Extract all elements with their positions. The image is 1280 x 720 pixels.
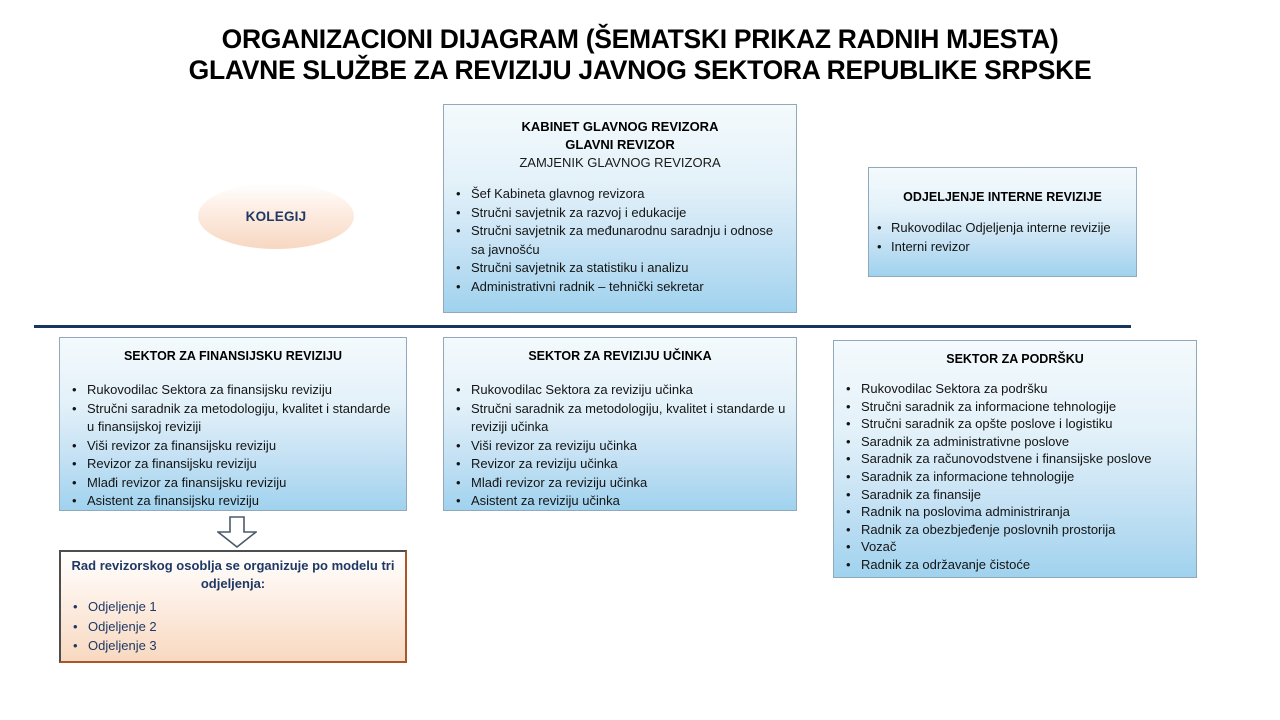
kabinet-item-list — [444, 185, 796, 296]
list-item: • Saradnik za finansije — [834, 486, 1196, 504]
kabinet-heading-line3: ZAMJENIK GLAVNOG REVIZORA — [519, 155, 721, 170]
list-item: • Radnik na poslovima administriranja — [834, 503, 1196, 521]
list-item: • Stručni savjetnik za statistiku i analizu — [444, 259, 796, 278]
list-item: • Stručni savjetnik za međunarodnu saradnju i odnose sa javnošću — [444, 222, 796, 259]
odjeljenja-model-box — [59, 550, 407, 663]
list-item: • Šef Kabineta glavnog revizora — [444, 185, 796, 204]
list-item: • Viši revizor za reviziju učinka — [444, 437, 796, 456]
list-item: • Revizor za reviziju učinka — [444, 455, 796, 474]
kabinet-heading-line2: GLAVNI REVIZOR — [565, 137, 675, 152]
kolegij-label: KOLEGIJ — [245, 208, 307, 224]
list-item: • Vozač — [834, 538, 1196, 556]
list-item: • Revizor za finansijsku reviziju — [60, 455, 406, 474]
list-item: • Asistent za reviziju učinka — [444, 492, 796, 511]
list-item: • Rukovodilac Sektora za finansijsku reviziju — [60, 381, 406, 400]
list-item: • Rukovodilac Sektora za reviziju učinka — [444, 381, 796, 400]
list-item: • Odjeljenje 1 — [61, 597, 405, 617]
list-item: • Asistent za finansijsku reviziju — [60, 492, 406, 511]
list-item: • Stručni saradnik za informacione tehnologije — [834, 398, 1196, 416]
list-item: • Odjeljenje 3 — [61, 636, 405, 656]
ucinak-heading: SEKTOR ZA REVIZIJU UČINKA — [528, 349, 712, 363]
podrska-item-list — [834, 380, 1196, 574]
sektor-podrska-box — [833, 340, 1197, 578]
kabinet-glavnog-revizora-box — [443, 104, 797, 313]
list-item: • Radnik za obezbjeđenje poslovnih prostorija — [834, 521, 1196, 539]
list-item: • Interni revizor — [869, 238, 1136, 257]
list-item: • Radnik za održavanje čistoće — [834, 556, 1196, 574]
list-item: • Mlađi revizor za finansijsku reviziju — [60, 474, 406, 493]
interna-heading: ODJELJENJE INTERNE REVIZIJE — [903, 190, 1102, 204]
list-item: • Rukovodilac Sektora za podršku — [834, 380, 1196, 398]
list-item: • Saradnik za računovodstvene i finansijske poslove — [834, 450, 1196, 468]
ucinak-item-list — [444, 381, 796, 511]
sektor-revizija-ucinka-box — [443, 337, 797, 511]
list-item: • Stručni savjetnik za razvoj i edukacije — [444, 204, 796, 223]
list-item: • Saradnik za informacione tehnologije — [834, 468, 1196, 486]
podrska-heading: SEKTOR ZA PODRŠKU — [946, 352, 1084, 366]
odjeljenje-interne-revizije-box — [868, 167, 1137, 277]
page-title-line2: GLAVNE SLUŽBE ZA REVIZIJU JAVNOG SEKTORA REPUBLIKE SRPSKE — [188, 55, 1092, 85]
fin-heading: SEKTOR ZA FINANSIJSKU REVIZIJU — [123, 349, 343, 363]
down-arrow-icon — [217, 516, 257, 548]
interna-item-list — [869, 219, 1136, 256]
kolegij-ellipse — [198, 183, 354, 249]
list-item: • Odjeljenje 2 — [61, 617, 405, 637]
page-title-line1: ORGANIZACIONI DIJAGRAM (ŠEMATSKI PRIKAZ RADNIH MJESTA) — [221, 24, 1059, 54]
list-item: • Mlađi revizor za reviziju učinka — [444, 474, 796, 493]
sektor-finansijska-revizija-box — [59, 337, 407, 511]
odjeljenja-heading: Rad revizorskog osoblja se organizuje po modelu tri odjeljenja: — [71, 558, 395, 591]
list-item: • Rukovodilac Odjeljenja interne revizije — [869, 219, 1136, 238]
list-item: • Stručni saradnik za metodologiju, kvalitet i standarde u finansijskoj reviziji — [60, 400, 406, 437]
list-item: • Viši revizor za finansijsku reviziju — [60, 437, 406, 456]
list-item: • Stručni saradnik za metodologiju, kvalitet i standarde u reviziji učinka — [444, 400, 796, 437]
page-title — [0, 24, 1280, 86]
list-item: • Administrativni radnik – tehnički sekretar — [444, 278, 796, 297]
list-item: • Stručni saradnik za opšte poslove i logistiku — [834, 415, 1196, 433]
list-item: • Saradnik za administrativne poslove — [834, 433, 1196, 451]
fin-item-list — [60, 381, 406, 511]
kabinet-heading-line1: KABINET GLAVNOG REVIZORA — [521, 119, 719, 134]
horizontal-divider-line — [34, 325, 1131, 328]
odjeljenja-item-list — [61, 597, 405, 656]
